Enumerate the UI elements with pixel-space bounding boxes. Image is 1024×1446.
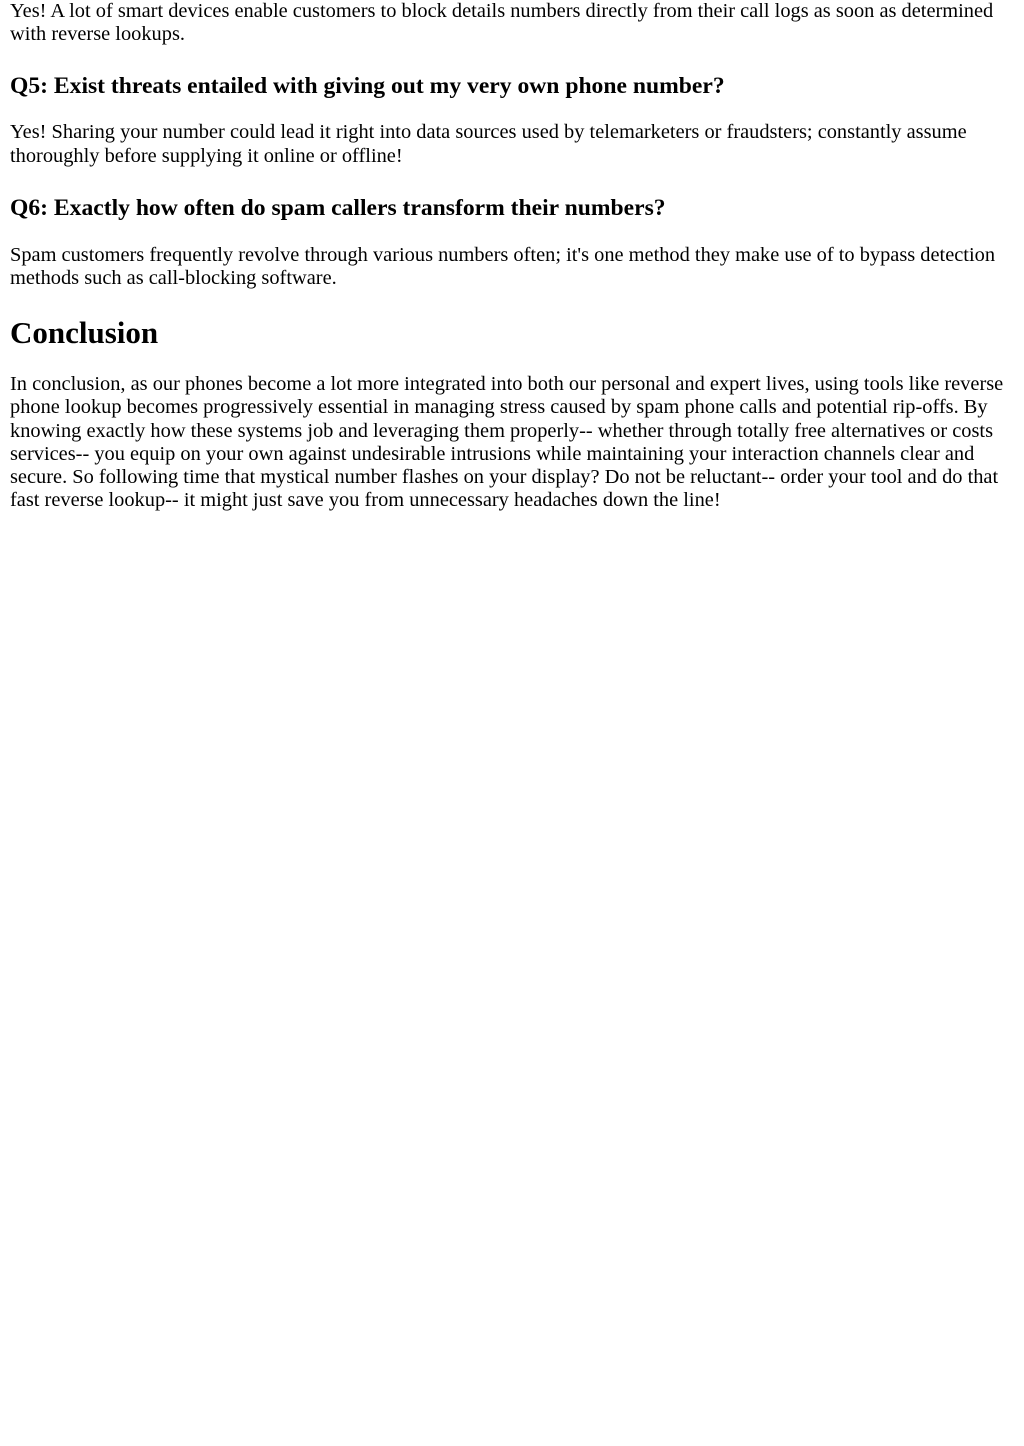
faq-question-q5: Q5: Exist threats entailed with giving out my very own phone number? [10, 73, 725, 100]
conclusion-heading: Conclusion [10, 315, 159, 351]
faq-question-q6: Q6: Exactly how often do spam callers transform their numbers? [10, 194, 666, 221]
intro-paragraph: Yes! A lot of smart devices enable customers to block details numbers directly from their call logs as soon as determined with reverse lookups. [10, 0, 994, 46]
article-body [10, 0, 1014, 512]
faq-answer-q5: Yes! Sharing your number could lead it right into data sources used by telemarketers or fraudsters; constantly assume thoroughly before supplying it online or offline! [10, 121, 967, 167]
conclusion-paragraph: In conclusion, as our phones become a lot more integrated into both our personal and expert lives, using tools like reverse phone lookup becomes progressively essential in managing stress caused by spam phone calls and potential rip-offs. By knowing exactly how these systems job and leveraging them properly-- whether through totally free alternatives or costs services-- you equip on your own against undesirable intrusions while maintaining your interaction channels clear and secure. So following time that mystical number flashes on your display? Do not be reluctant-- order your tool and do that fast reverse lookup-- it might just save you from unnecessary headaches down the line! [10, 373, 1004, 512]
faq-answer-q6: Spam customers frequently revolve through various numbers often; it's one method they make use of to bypass detection methods such as call-blocking software. [10, 243, 996, 290]
